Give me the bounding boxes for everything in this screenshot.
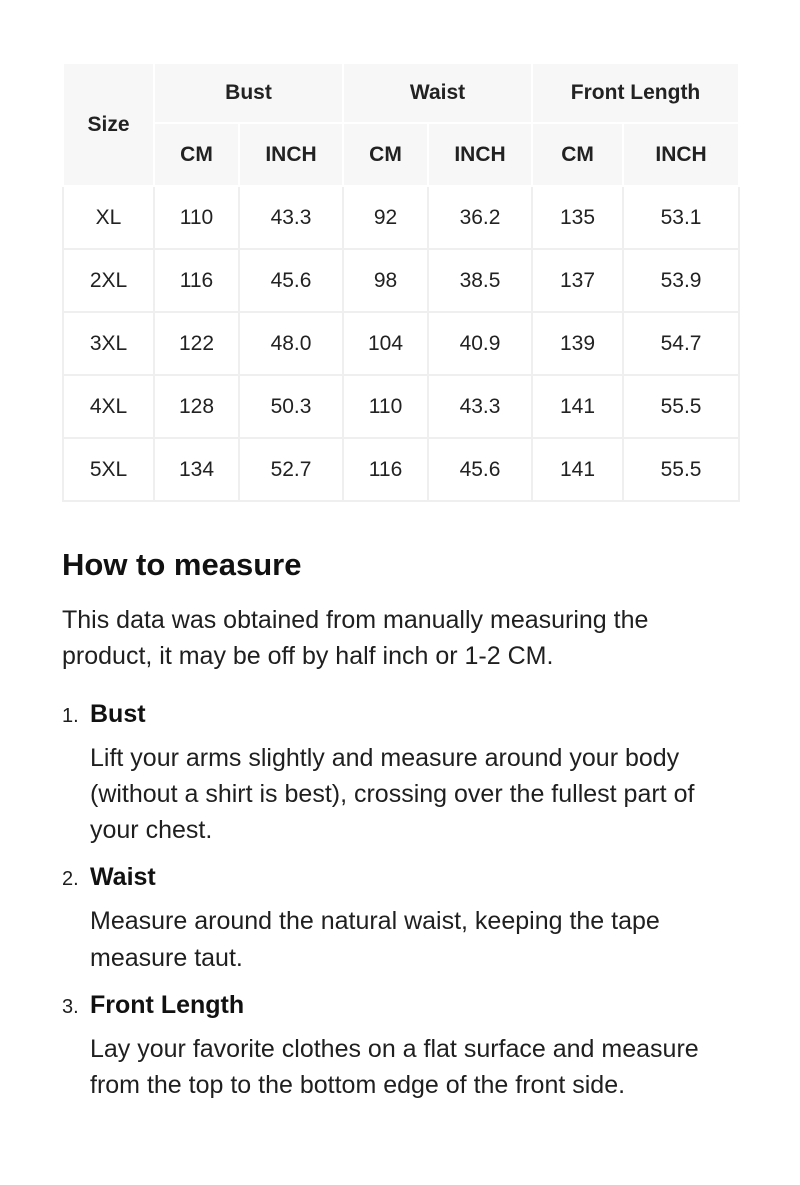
step-number: 1.: [62, 704, 79, 727]
column-header-bust: Bust: [154, 63, 343, 123]
table-row: [63, 186, 739, 249]
list-item-waist: [62, 862, 738, 976]
step-description-bust: Lift your arms slightly and measure around your body (without a shirt is best), crossing over the fullest part of your chest.: [90, 743, 695, 845]
column-header-front-length: Front Length: [532, 63, 739, 123]
unit-header-front-inch: INCH: [623, 123, 739, 186]
bust-inch-cell: 43.3: [239, 186, 343, 249]
table-row: [63, 249, 739, 312]
size-cell: 5XL: [63, 438, 154, 501]
waist-cm-cell: 110: [343, 375, 428, 438]
bust-cm-cell: 110: [154, 186, 239, 249]
how-to-measure-intro: This data was obtained from manually measuring the product, it may be off by half inch or 1-2 CM.: [62, 606, 649, 671]
size-cell: XL: [63, 186, 154, 249]
bust-cm-cell: 122: [154, 312, 239, 375]
column-header-size: Size: [63, 63, 154, 186]
front-inch-cell: 53.9: [623, 249, 739, 312]
step-number: 2.: [62, 868, 79, 891]
front-cm-cell: 141: [532, 375, 623, 438]
front-inch-cell: 55.5: [623, 375, 739, 438]
step-description-front-length: Lay your favorite clothes on a flat surface and measure from the top to the bottom edge of the front side.: [90, 1034, 699, 1100]
waist-inch-cell: 45.6: [428, 438, 532, 501]
list-item-bust: [62, 699, 738, 849]
bust-cm-cell: 134: [154, 438, 239, 501]
table-row: [63, 375, 739, 438]
bust-cm-cell: 128: [154, 375, 239, 438]
step-title-front-length: Front Length: [90, 990, 245, 1019]
waist-cm-cell: 116: [343, 438, 428, 501]
size-cell: 2XL: [63, 249, 154, 312]
step-body: [90, 699, 738, 849]
table-header-unit-row: [63, 123, 739, 186]
how-to-measure-heading: How to measure: [62, 547, 302, 582]
table-row: [63, 438, 739, 501]
size-chart-table: [62, 62, 740, 502]
step-body: [90, 990, 738, 1104]
waist-cm-cell: 98: [343, 249, 428, 312]
unit-header-waist-inch: INCH: [428, 123, 532, 186]
unit-header-bust-inch: INCH: [239, 123, 343, 186]
unit-header-waist-cm: CM: [343, 123, 428, 186]
waist-inch-cell: 38.5: [428, 249, 532, 312]
front-cm-cell: 141: [532, 438, 623, 501]
waist-cm-cell: 104: [343, 312, 428, 375]
waist-cm-cell: 92: [343, 186, 428, 249]
size-cell: 3XL: [63, 312, 154, 375]
bust-cm-cell: 116: [154, 249, 239, 312]
measure-steps-list: [62, 699, 738, 1104]
waist-inch-cell: 36.2: [428, 186, 532, 249]
table-header-group-row: [63, 63, 739, 123]
front-inch-cell: 55.5: [623, 438, 739, 501]
waist-inch-cell: 43.3: [428, 375, 532, 438]
bust-inch-cell: 48.0: [239, 312, 343, 375]
unit-header-bust-cm: CM: [154, 123, 239, 186]
column-header-waist: Waist: [343, 63, 532, 123]
step-body: [90, 862, 738, 976]
waist-inch-cell: 40.9: [428, 312, 532, 375]
step-description-waist: Measure around the natural waist, keeping the tape measure taut.: [90, 907, 660, 972]
step-title-bust: Bust: [90, 699, 146, 728]
list-item-front-length: [62, 990, 738, 1104]
bust-inch-cell: 45.6: [239, 249, 343, 312]
step-title-waist: Waist: [90, 863, 156, 892]
table-row: [63, 312, 739, 375]
front-cm-cell: 137: [532, 249, 623, 312]
bust-inch-cell: 50.3: [239, 375, 343, 438]
unit-header-front-cm: CM: [532, 123, 623, 186]
front-inch-cell: 54.7: [623, 312, 739, 375]
front-cm-cell: 139: [532, 312, 623, 375]
bust-inch-cell: 52.7: [239, 438, 343, 501]
step-number: 3.: [62, 995, 79, 1018]
size-cell: 4XL: [63, 375, 154, 438]
front-inch-cell: 53.1: [623, 186, 739, 249]
front-cm-cell: 135: [532, 186, 623, 249]
